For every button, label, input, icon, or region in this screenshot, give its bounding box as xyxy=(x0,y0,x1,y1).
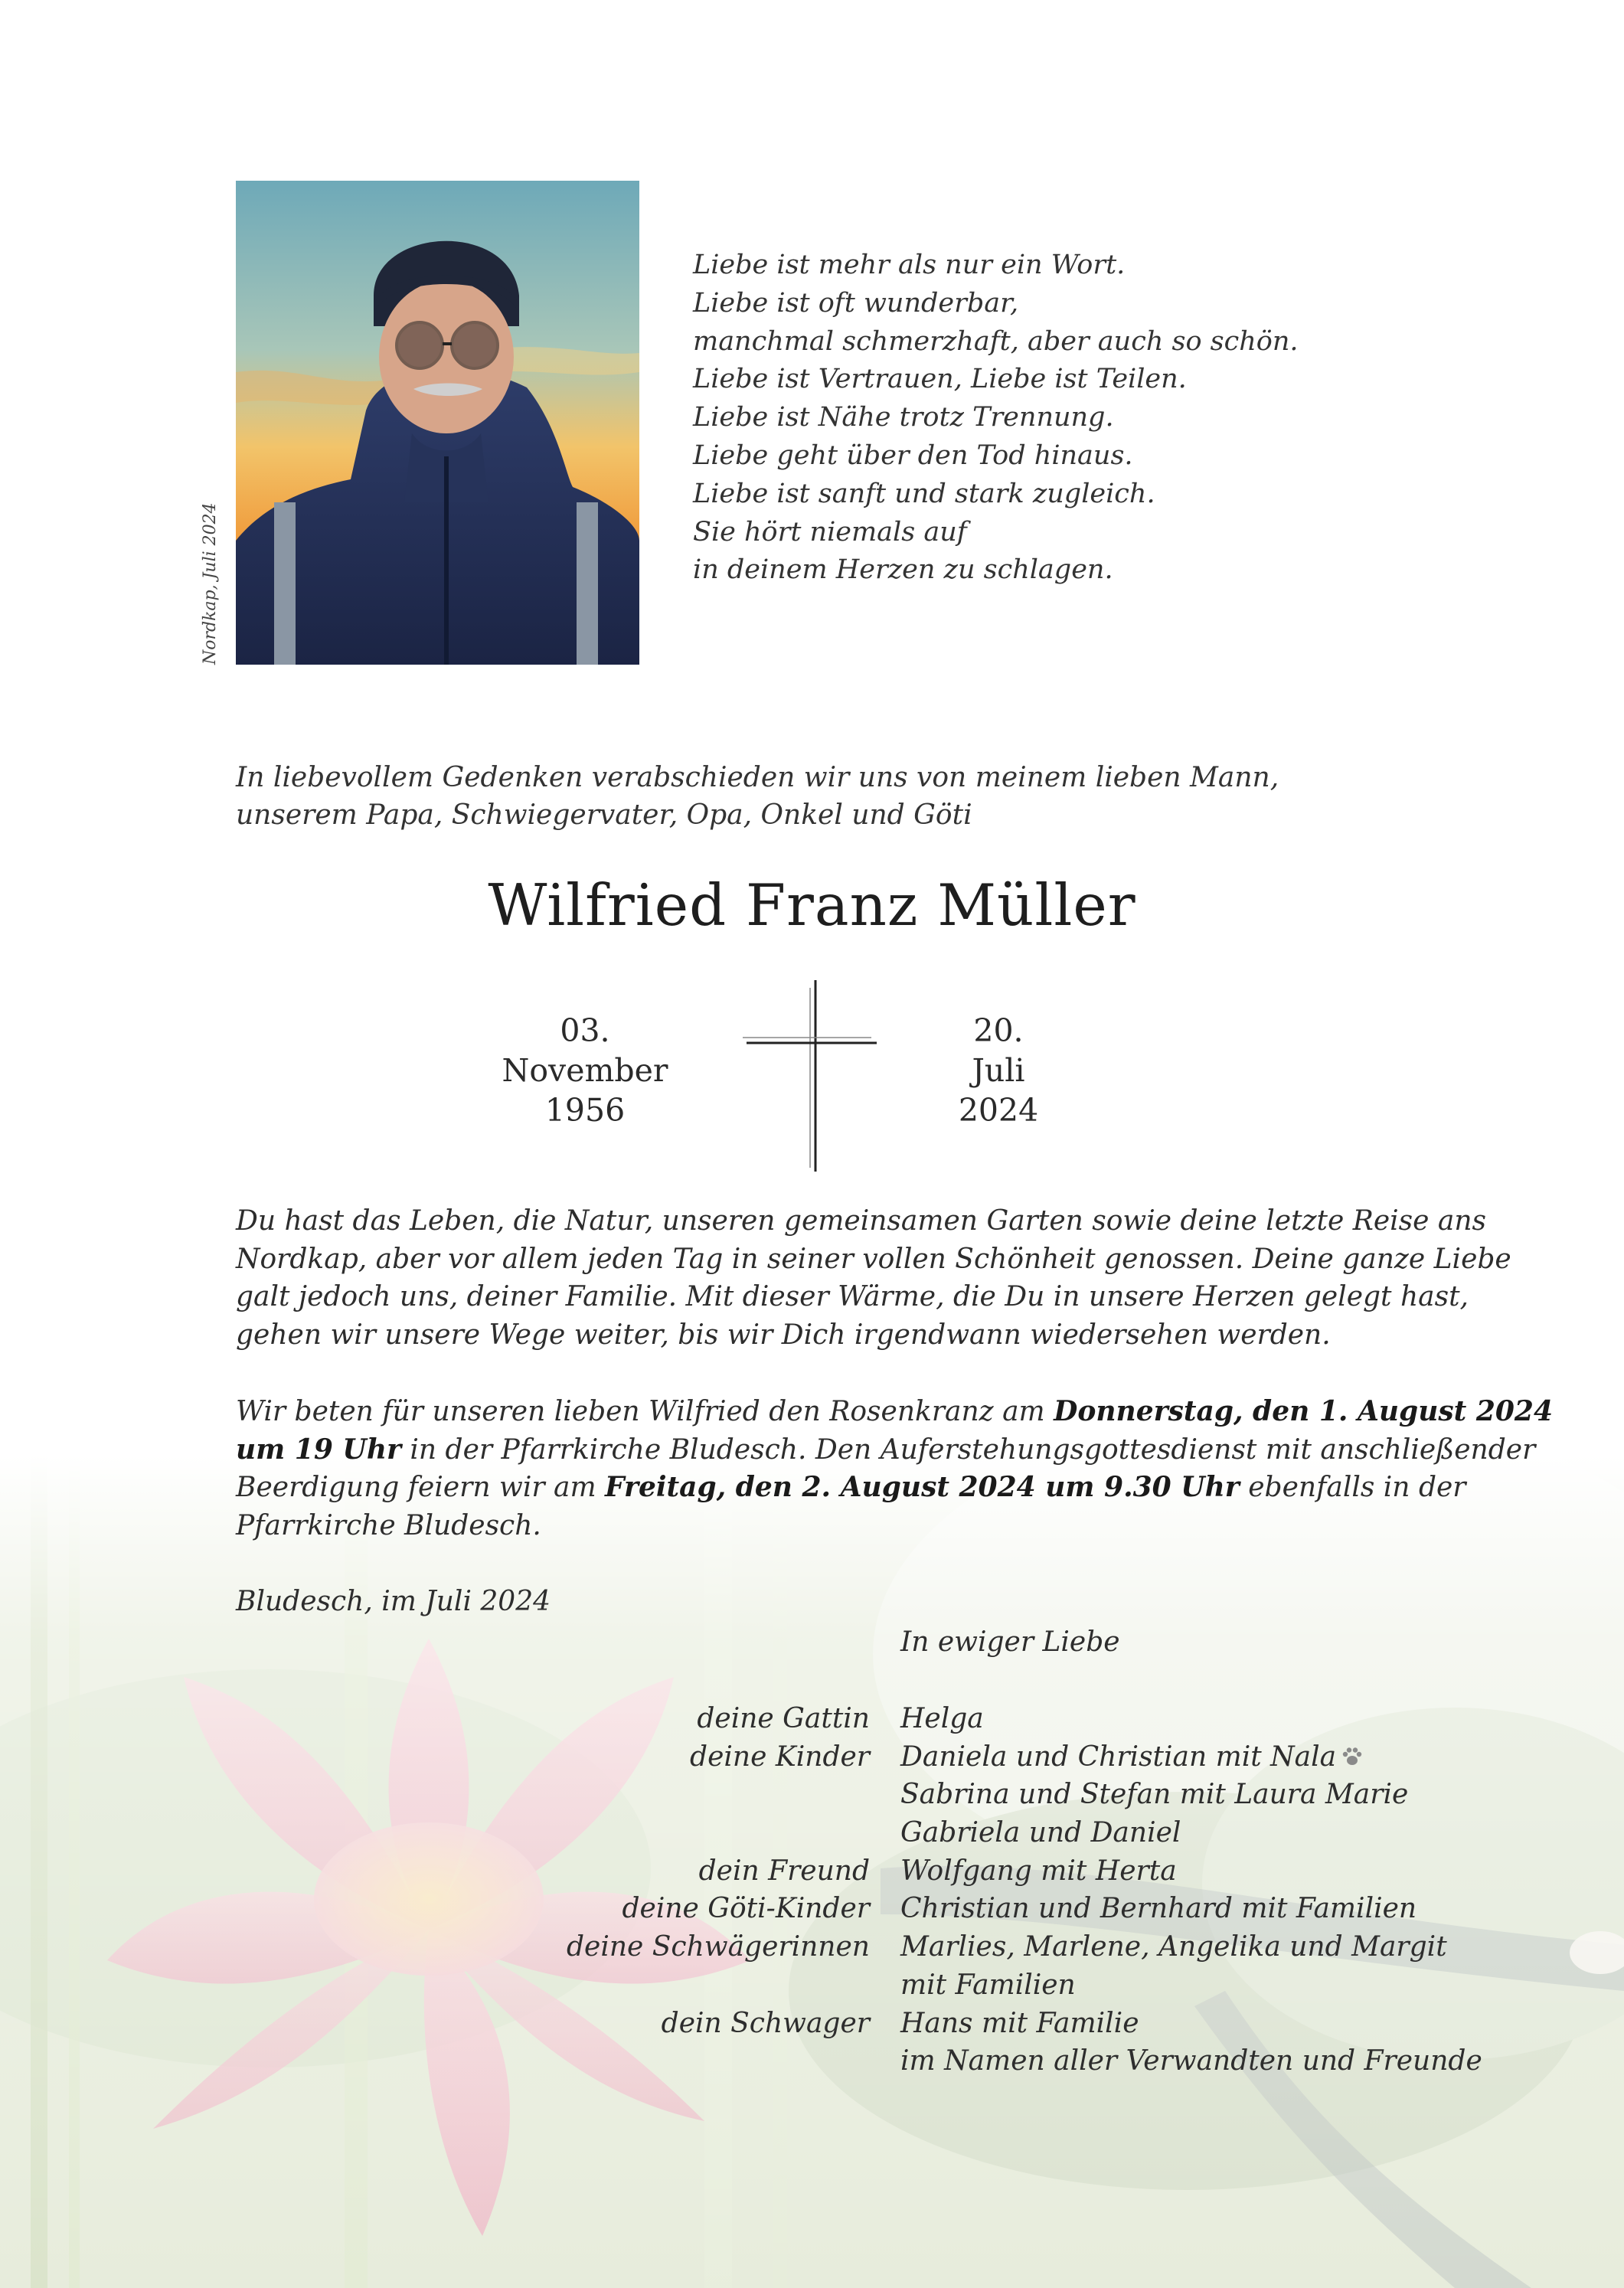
family-names: Wolfgang mit Herta xyxy=(900,1855,1177,1887)
cross-icon xyxy=(743,980,881,1175)
family-row xyxy=(0,1776,1624,1814)
poem xyxy=(693,247,1382,590)
intro-line: unserem Papa, Schwiegervater, Opa, Onkel und Göti xyxy=(236,799,972,831)
birth-day: 03. xyxy=(560,1012,610,1049)
family-names: Gabriela und Daniel xyxy=(900,1817,1181,1849)
poem-line: in deinem Herzen zu schlagen. xyxy=(693,554,1113,586)
family-row xyxy=(0,1928,1624,1966)
birth-year: 1956 xyxy=(544,1092,626,1129)
death-month: Juli xyxy=(972,1052,1025,1089)
place-and-date: Bludesch, im Juli 2024 xyxy=(236,1586,551,1617)
poem-line: Liebe ist Vertrauen, Liebe ist Teilen. xyxy=(693,364,1187,395)
service-line: Pfarrkirche Bludesch. xyxy=(236,1509,541,1541)
service-line xyxy=(236,1431,1536,1469)
family-role: dein Schwager xyxy=(661,2007,870,2039)
family-names: mit Familien xyxy=(900,1969,1076,2001)
family-row xyxy=(0,1814,1624,1852)
poem-line: manchmal schmerzhaft, aber auch so schön. xyxy=(693,325,1299,357)
family-names: Marlies, Marlene, Angelika und Margit xyxy=(900,1931,1447,1963)
family-row xyxy=(0,1966,1624,2005)
poem-line: Liebe ist Nähe trotz Trennung. xyxy=(693,402,1114,433)
portrait-photo xyxy=(236,181,639,665)
death-day: 20. xyxy=(973,1012,1024,1049)
service-text: Beerdigung feiern wir am xyxy=(236,1472,606,1503)
poem-line: Liebe ist mehr als nur ein Wort. xyxy=(693,250,1126,280)
paragraph-line: galt jedoch uns, deiner Familie. Mit dieser Wärme, die Du in unsere Herzen gelegt hast, xyxy=(236,1281,1469,1312)
paragraph-line: gehen wir unsere Wege weiter, bis wir Dich irgendwann wiedersehen werden. xyxy=(236,1319,1331,1351)
intro-line: In liebevollem Gedenken verabschieden wir uns von meinem lieben Mann, xyxy=(236,762,1279,793)
deceased-name: Wilfried Franz Müller xyxy=(488,871,1136,939)
family-names-with-pet xyxy=(900,1738,1364,1776)
paw-icon xyxy=(1341,1745,1364,1768)
death-year: 2024 xyxy=(958,1092,1039,1129)
death-date xyxy=(876,1011,1121,1130)
family-role: deine Göti-Kinder xyxy=(622,1893,870,1925)
family-names: im Namen aller Verwandten und Freunde xyxy=(900,2045,1482,2077)
intro-text xyxy=(236,759,1430,834)
family-names: Christian und Bernhard mit Familien xyxy=(900,1893,1417,1925)
birth-month: November xyxy=(502,1052,668,1089)
photo-caption: Nordkap, Juli 2024 xyxy=(201,502,220,665)
poem-line: Liebe geht über den Tod hinaus. xyxy=(693,440,1133,471)
service-text: in der Pfarrkirche Bludesch. Den Auferstehungsgottesdienst mit anschließender xyxy=(400,1433,1536,1466)
rosary-time: um 19 Uhr xyxy=(236,1433,401,1466)
family-role: deine Kinder xyxy=(690,1741,870,1773)
family-row xyxy=(0,1700,1624,1738)
family-names: Helga xyxy=(900,1703,984,1734)
family-list xyxy=(0,1700,1624,2080)
paragraph-line: Du hast das Leben, die Natur, unseren gemeinsamen Garten sowie deine letzte Reise ans xyxy=(236,1205,1487,1237)
family-names: Daniela und Christian mit Nala xyxy=(900,1741,1337,1773)
funeral-date-time: Freitag, den 2. August 2024 um 9.30 Uhr xyxy=(605,1471,1240,1503)
family-role: dein Freund xyxy=(698,1855,870,1887)
family-row xyxy=(0,2005,1624,2043)
service-line xyxy=(236,1393,1554,1431)
paragraph-line: Nordkap, aber vor allem jeden Tag in seiner vollen Schönheit genossen. Deine ganze Liebe xyxy=(236,1243,1511,1275)
family-row xyxy=(0,1852,1624,1891)
birth-date xyxy=(462,1011,707,1130)
poem-line: Liebe ist sanft und stark zugleich. xyxy=(693,478,1155,509)
memorial-paragraph xyxy=(236,1202,1511,1354)
service-text: ebenfalls in der xyxy=(1239,1472,1466,1503)
family-names: Sabrina und Stefan mit Laura Marie xyxy=(900,1779,1409,1811)
family-row xyxy=(0,1890,1624,1928)
family-row xyxy=(0,1738,1624,1776)
family-names: Hans mit Familie xyxy=(900,2007,1139,2039)
closing-line: In ewiger Liebe xyxy=(900,1626,1120,1658)
family-role: deine Gattin xyxy=(697,1703,870,1734)
family-role: deine Schwägerinnen xyxy=(566,1931,870,1963)
rosary-date: Donnerstag, den 1. August 2024 xyxy=(1054,1395,1554,1427)
service-info-paragraph xyxy=(236,1393,1554,1544)
family-row xyxy=(0,2042,1624,2080)
poem-line: Sie hört niemals auf xyxy=(693,516,967,547)
poem-line: Liebe ist oft wunderbar, xyxy=(693,287,1019,319)
service-line xyxy=(236,1469,1466,1507)
service-text: Wir beten für unseren lieben Wilfried den Rosenkranz am xyxy=(236,1396,1054,1427)
